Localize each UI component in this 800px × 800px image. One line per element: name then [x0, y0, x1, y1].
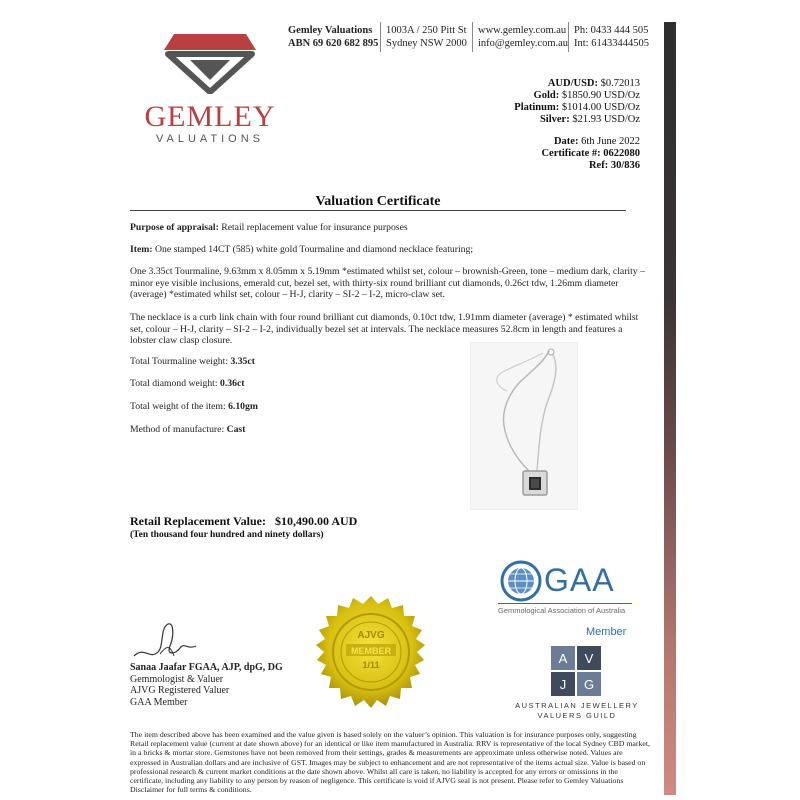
- gaa-acronym: GAA: [544, 562, 615, 598]
- signatory-block: [130, 662, 283, 708]
- reference-row: Ref: 30/836: [588, 160, 640, 171]
- ajvg-letter: A: [551, 646, 575, 670]
- disclaimer-text: The item described above has been examined and the value given is based solely on the valuer’s opinion. This valuation is for insurance purposes only, suggesting Retail replacement value (current at date shown above) for an identical or like item manufactured in Australia. RRV is representative of the local Sydney CBD market, in a bricks & mortar store. Gemstones have not been removed from their settings, grades & measurements are approximate unless otherwise noted. Values are expressed in Australian dollars and are inclusive of GST. Images may be subject to enhancement and are not representative of the items actual size. Value is based on professional research & current market conditions at the date shown above. Whilst all care is taken, no liability is accepted for any errors or omissions in the certificate, including any liability to any person by reason of negligence. This certificate is void if AJVG seal is not present. Please refer to Gemley Valuations Disclaimer for full terms & conditions.: [130, 730, 650, 795]
- header-company-block: [288, 24, 378, 50]
- signatory-title: AJVG Registered Valuer: [130, 685, 230, 696]
- address-line-1: 1003A / 250 Pitt St: [386, 25, 467, 36]
- ajvg-logo: [551, 646, 601, 696]
- website-link[interactable]: www.gemley.com.au: [478, 25, 567, 36]
- gaa-member-label: Member: [586, 626, 627, 638]
- signature: [130, 616, 200, 666]
- header-divider: [568, 22, 569, 52]
- svg-text:MEMBER: MEMBER: [351, 646, 391, 656]
- header-phone-block: [574, 24, 649, 50]
- total-item-weight: Total weight of the item: 6.10gm: [130, 401, 258, 412]
- ajvg-letter: V: [577, 646, 601, 670]
- certificate-meta: [541, 136, 640, 172]
- method-of-manufacture: Method of manufacture: Cast: [130, 424, 246, 435]
- rate-row: Silver: $21.93 USD/Oz: [539, 114, 640, 125]
- company-name: Gemley Valuations: [288, 25, 373, 36]
- header-divider: [472, 22, 473, 52]
- signatory-title: GAA Member: [130, 696, 188, 708]
- svg-text:AJVG: AJVG: [357, 630, 385, 641]
- brand-name: GEMLEY: [144, 100, 276, 133]
- svg-text:1/11: 1/11: [362, 660, 380, 670]
- purpose-line: Purpose of appraisal: Retail replacement value for insurance purposes: [130, 222, 408, 233]
- globe-icon: [500, 560, 542, 602]
- gemley-logo: [140, 30, 280, 145]
- header-web-block: [478, 24, 568, 50]
- retail-replacement-value: Retail Replacement Value: $10,490.00 AUD: [130, 514, 358, 528]
- ajvg-letter: J: [551, 672, 575, 696]
- header-address-block: [386, 24, 467, 50]
- decorative-side-bar: [664, 22, 676, 795]
- intl-phone-number: Int: 61433444505: [574, 38, 649, 49]
- rate-row: AUD/USD: $0.72013: [547, 78, 640, 89]
- certificate-number-row: Certificate #: 0622080: [541, 148, 640, 159]
- address-line-2: Sydney NSW 2000: [386, 38, 467, 49]
- gold-seal-icon: [308, 594, 434, 720]
- gaa-logo: [498, 560, 638, 620]
- company-abn: ABN 69 620 682 895: [288, 38, 379, 49]
- rate-row: Platinum: $1014.00 USD/Oz: [514, 102, 640, 113]
- date-row: Date: 6th June 2022: [553, 136, 640, 147]
- total-tourmaline-weight: Total Tourmaline weight: 3.35ct: [130, 356, 255, 367]
- necklace-photo: [470, 342, 578, 510]
- header-divider: [380, 22, 381, 52]
- tourmaline-description: One 3.35ct Tourmaline, 9.63mm x 8.05mm x 5.19mm *estimated whilst set, colour – brownish-Green, tone – medium dark, clarity – minor eye visible inclusions, emerald cut, bezel set, with thirty-six round brilliant cut diamonds, 0.26ct tdw, 1.26mm diameter (average) *estimated whilst set, colour – H-J, clarity – SI-2 – I-2, micro-claw set.: [130, 266, 645, 300]
- item-line: Item: One stamped 14CT (585) white gold Tourmaline and diamond necklace featuring;: [130, 244, 474, 255]
- ajvg-seal: [308, 594, 434, 720]
- ajvg-name: AUSTRALIAN JEWELLERY VALUERS GUILD: [515, 701, 639, 720]
- signatory-title: Gemmologist & Valuer: [130, 673, 224, 685]
- ajvg-letter: G: [577, 672, 601, 696]
- metal-rates: [514, 78, 640, 126]
- signatory-name: Sanaa Jaafar FGAA, AJP, dpG, DG: [130, 662, 283, 673]
- necklace-description: The necklace is a curb link chain with four round brilliant cut diamonds, 0.10ct tdw, 1.91mm diameter (average) * estimated whilst set, colour – H-J, clarity – SI-2 – I-2, individually bezel set at intervals. The necklace measures 52.8cm in length and features a lobster claw clasp closure.: [130, 312, 639, 346]
- total-diamond-weight: Total diamond weight: 0.36ct: [130, 378, 245, 389]
- retail-value-in-words: (Ten thousand four hundred and ninety dollars): [130, 530, 324, 540]
- rate-row: Gold: $1850.90 USD/Oz: [533, 90, 640, 101]
- gem-icon: [160, 30, 260, 94]
- email-link[interactable]: info@gemley.com.au: [478, 38, 569, 49]
- brand-sub: VALUATIONS: [155, 133, 265, 145]
- title-divider: [130, 210, 626, 211]
- gaa-full-name: Gemmological Association of Australia: [498, 606, 626, 615]
- page-title: Valuation Certificate: [315, 194, 441, 209]
- phone-number: Ph: 0433 444 505: [574, 25, 649, 36]
- gaa-divider: [498, 603, 632, 604]
